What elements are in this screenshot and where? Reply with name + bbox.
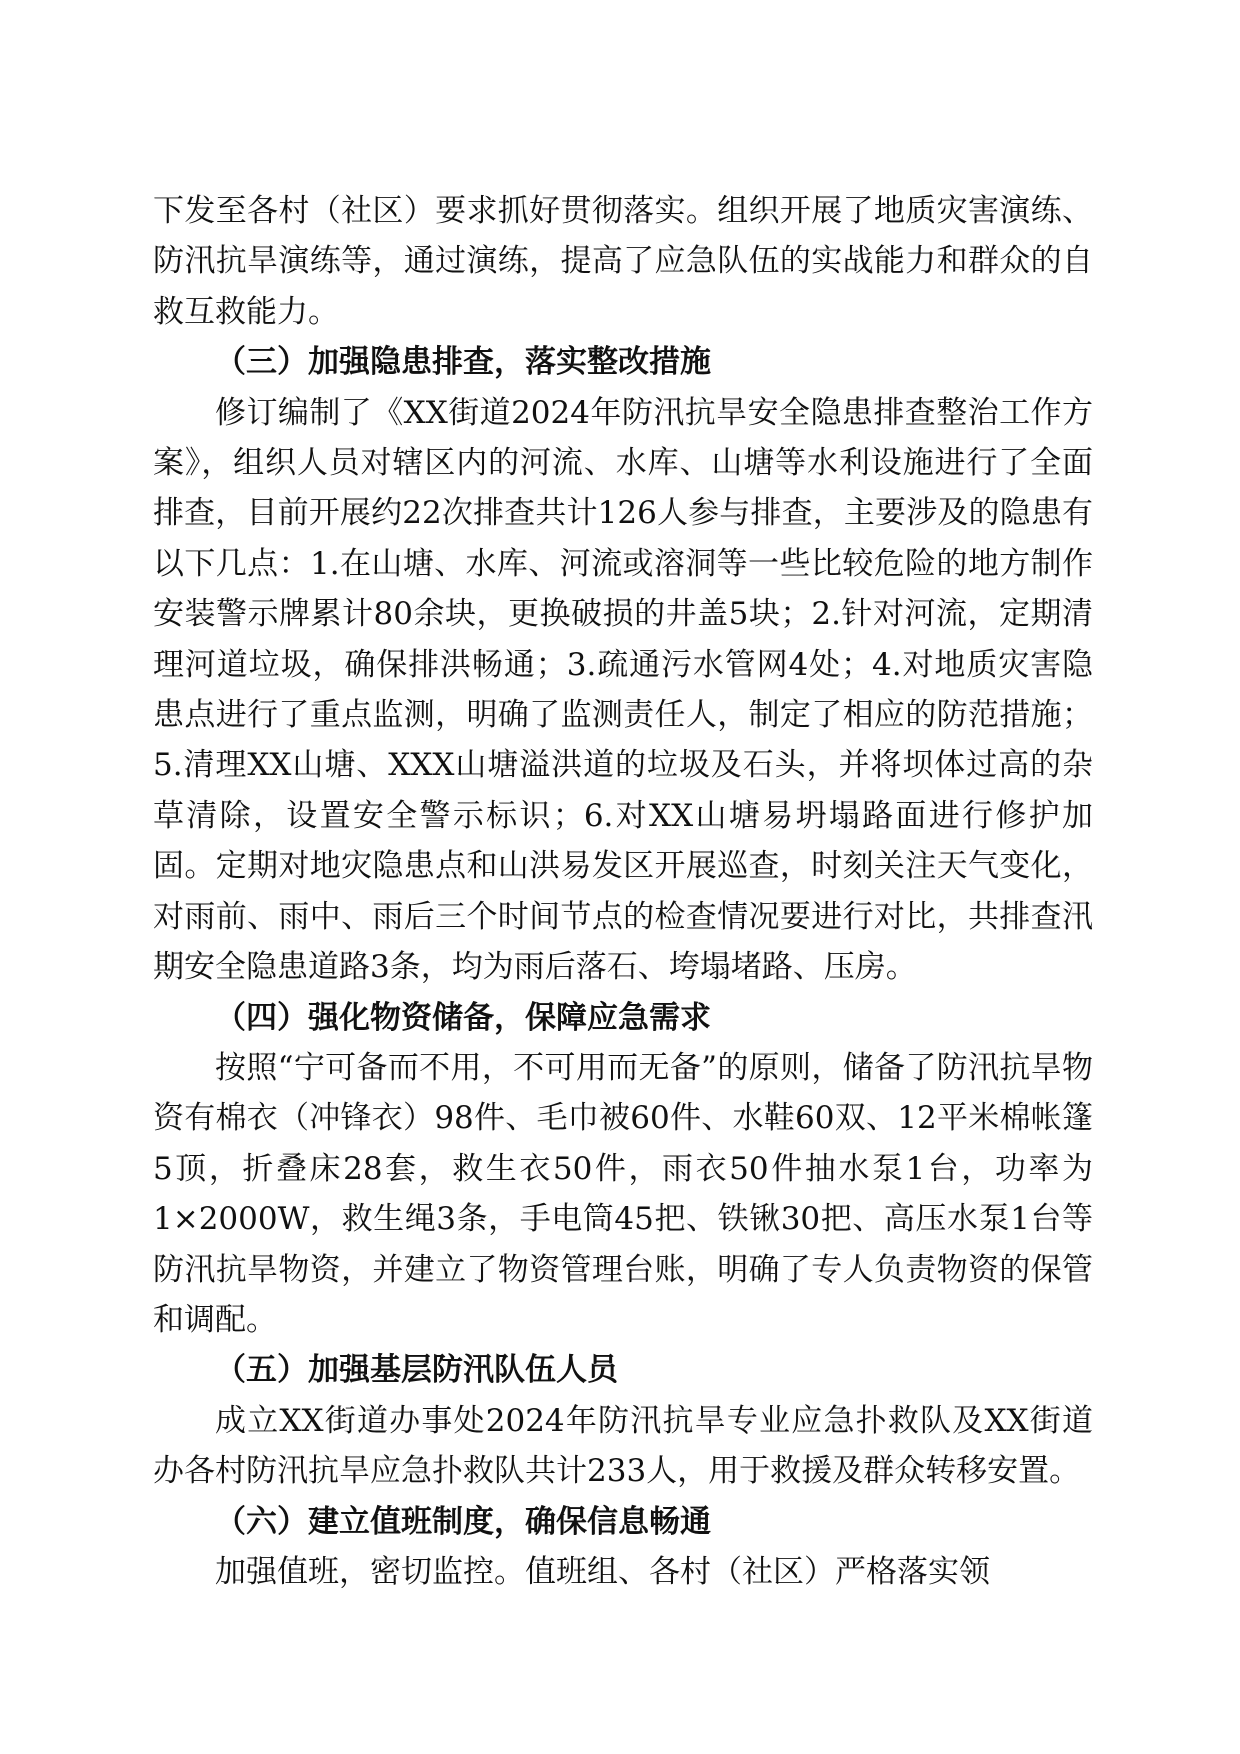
document-body (153, 186, 1093, 1597)
paragraph-drill-summary: 下发至各村（社区）要求抓好贯彻落实。组织开展了地质灾害演练、防汛抗旱演练等，通过演练，提高了应急队伍的实战能力和群众的自救互救能力。 (153, 193, 1093, 330)
paragraph-hazard-inspection: 修订编制了《XX街道2024年防汛抗旱安全隐患排查整治工作方案》，组织人员对辖区内的河流、水库、山塘等水利设施进行了全面排查，目前开展约22次排查共计126人参与排查，主要涉及的隐患有以下几点：1.在山塘、水库、河流或溶洞等一些比较危险的地方制作安装警示牌累计80余块，更换破损的井盖5块；2.针对河流，定期清理河道垃圾，确保排洪畅通；3.疏通污水管网4处；4.对地质灾害隐患点进行了重点监测，明确了监测责任人，制定了相应的防范措施；5.清理XX山塘、XXX山塘溢洪道的垃圾及石头，并将坝体过高的杂草清除，设置安全警示标识；6.对XX山塘易坍塌路面进行修护加固。定期对地灾隐患点和山洪易发区开展巡查，时刻关注天气变化，对雨前、雨中、雨后三个时间节点的检查情况要进行对比，共排查汛期安全隐患道路3条，均为雨后落石、垮塌堵路、压房。 (153, 394, 1093, 986)
section-heading-material-reserve: （四）强化物资储备，保障应急需求 (215, 999, 711, 1036)
section-heading-hazard-inspection: （三）加强隐患排查，落实整改措施 (215, 344, 711, 381)
section-heading-duty-system: （六）建立值班制度，确保信息畅通 (215, 1503, 711, 1540)
paragraph-material-reserve: 按照“宁可备而不用，不可用而无备”的原则，储备了防汛抗旱物资有棉衣（冲锋衣）98件、毛巾被60件、水鞋60双、12平米棉帐篷5顶，折叠床28套，救生衣50件，雨衣50件抽水泵1台，功率为1×2000W，救生绳3条，手电筒45把、铁锹30把、高压水泵1台等防汛抗旱物资，并建立了物资管理台账，明确了专人负责物资的保管和调配。 (153, 1049, 1093, 1338)
section-heading-flood-team: （五）加强基层防汛队伍人员 (215, 1352, 618, 1389)
paragraph-duty-system: 加强值班，密切监控。值班组、各村（社区）严格落实领 (215, 1553, 990, 1590)
paragraph-flood-team: 成立XX街道办事处2024年防汛抗旱专业应急扑救队及XX街道办各村防汛抗旱应急扑救队共计233人，用于救援及群众转移安置。 (153, 1402, 1093, 1490)
